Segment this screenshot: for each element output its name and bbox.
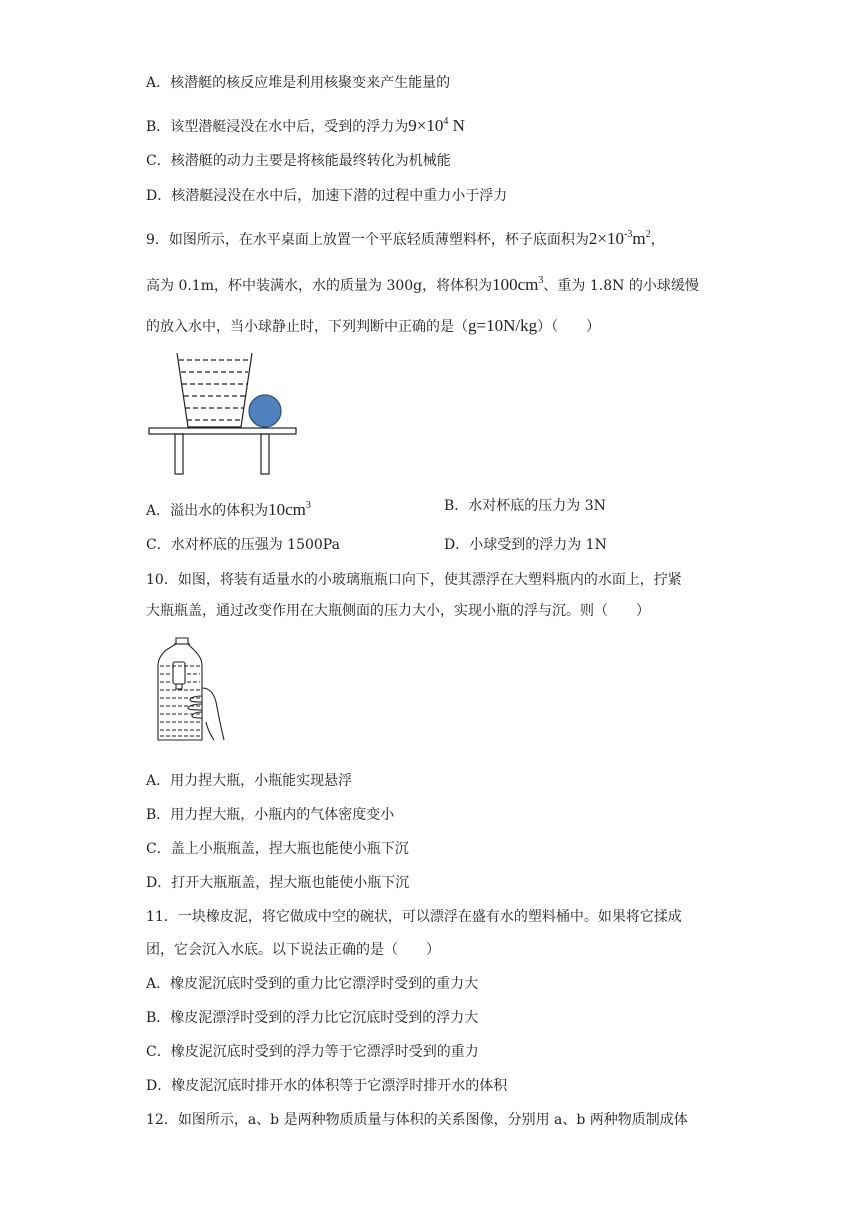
q8-option-d: D．核潜艇浸没在水中后，加速下潜的过程中重力小于浮力 [146, 188, 508, 204]
cup-outline [177, 353, 252, 427]
q11-stem-line1: 11．一块橡皮泥，将它做成中空的碗状，可以漂浮在盛有水的塑料桶中。如果将它揉成 [146, 909, 682, 925]
q10-option-a: A．用力捏大瓶，小瓶能实现悬浮 [146, 773, 353, 789]
q9-option-d: D．小球受到的浮力为 1N [444, 537, 607, 553]
q10-option-c: C．盖上小瓶瓶盖，捏大瓶也能使小瓶下沉 [146, 841, 409, 857]
hand [202, 688, 224, 740]
q9-stem-line2: 高为 0.1m，杯中装满水，水的质量为 300g，将体积为$100cm^3$、重为 1.8N 的小球缓慢 [146, 275, 699, 294]
ball [249, 395, 281, 427]
q12-stem-line1: 12．如图所示，a、b 是两种物质质量与体积的关系图像，分别用 a、b 两种物质制成体 [146, 1112, 688, 1128]
small-bottle [173, 662, 185, 684]
q9-figure-cup-ball-table [146, 350, 301, 476]
table-leg-left [175, 434, 183, 474]
q11-option-c: C．橡皮泥沉底时受到的浮力等于它漂浮时受到的重力 [146, 1044, 479, 1060]
q9-area-formula: $2\times 10^{-3}m^2$ [588, 229, 651, 248]
q8-option-b-text: B．该型潜艇浸没在水中后，受到的浮力为 [146, 119, 409, 135]
table-top [149, 428, 296, 434]
q8-option-b [146, 112, 465, 137]
q10-option-d: D．打开大瓶瓶盖，捏大瓶也能使小瓶下沉 [146, 875, 410, 891]
q10-figure-bottle-hand [154, 636, 226, 744]
q9-option-a: A．溢出水的体积为$10cm^3$ [146, 500, 311, 519]
q9-stem-line3: 的放入水中，当小球静止时，下列判断中正确的是（g=10N/kg）（ ） [146, 316, 601, 335]
q9-gravity-constant: g=10N/kg [468, 316, 538, 335]
q8-option-c: C．核潜艇的动力主要是将核能最终转化为机械能 [146, 153, 451, 169]
q11-stem-line2: 团，它会沉入水底。以下说法正确的是（ ） [146, 942, 440, 958]
q11-option-d: D．橡皮泥沉底时排开水的体积等于它漂浮时排开水的体积 [146, 1078, 508, 1094]
table-leg-right [261, 434, 269, 474]
q9-volume-formula: $100cm^3$ [492, 275, 544, 294]
q11-option-a: A．橡皮泥沉底时受到的重力比它漂浮时受到的重力大 [146, 976, 479, 992]
q10-stem-line1: 10．如图，将装有适量水的小玻璃瓶瓶口向下，使其漂浮在大塑料瓶内的水面上，拧紧 [146, 572, 682, 588]
q9-option-b: B．水对杯底的压力为 3N [444, 498, 606, 514]
q8-option-a: A．核潜艇的核反应堆是利用核聚变来产生能量的 [146, 75, 451, 91]
q9-stem-line1: 9．如图所示，在水平桌面上放置一个平底轻质薄塑料杯，杯子底面积为$2\times 10^{-3}m^2$， [146, 229, 665, 248]
q8-option-b-formula: $9\times 10^4$ N [408, 116, 465, 135]
q10-option-b: B．用力捏大瓶，小瓶内的气体密度变小 [146, 807, 395, 823]
q10-stem-line2: 大瓶瓶盖，通过改变作用在大瓶侧面的压力大小，实现小瓶的浮与沉。则（ ） [146, 603, 650, 619]
q9-option-c: C．水对杯底的压强为 1500Pa [146, 537, 340, 553]
q9-option-a-formula: $10cm^3$ [268, 500, 311, 519]
q11-option-b: B．橡皮泥漂浮时受到的浮力比它沉底时受到的浮力大 [146, 1010, 479, 1026]
